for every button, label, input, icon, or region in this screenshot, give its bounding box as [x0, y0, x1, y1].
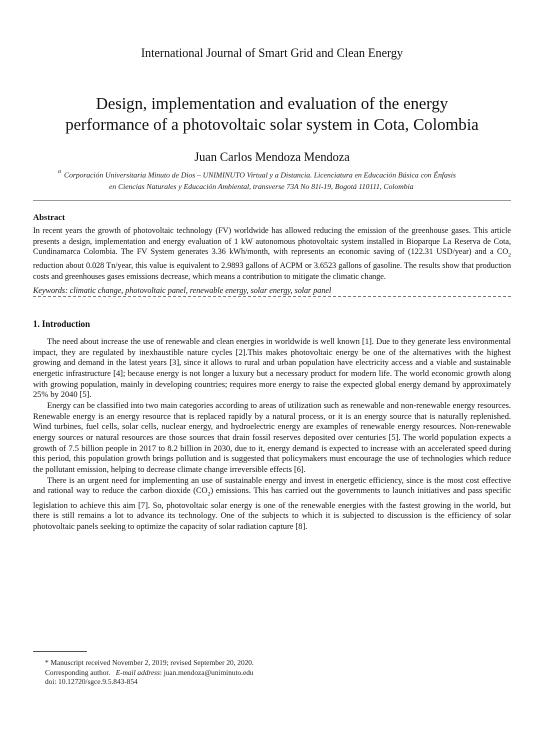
footnote-corresponding-prefix: Corresponding author. — [45, 667, 111, 677]
introduction-body — [33, 337, 511, 532]
header-divider — [33, 200, 511, 201]
abstract-text-part-2: reduction about 0.028 Tn/year, this value is equivalent to 2.9893 gallons of ACPM or 3.6523 gallons of gasoline. The results show that production costs and greenhouses gases emissions decrease, which means a contribution to mitigate the climatic change. — [33, 261, 511, 281]
footnote-manuscript: * Manuscript received November 2, 2019; revised September 20, 2020. — [45, 658, 254, 667]
paragraph-3-part-1: There is an urgent need for implementing an use of sustainable energy and invest in energetic efficiency, since is the most cost effective and rational way to reduce the carbon dioxide (CO — [33, 475, 511, 496]
title-line-2: performance of a photovoltaic solar system in Cota, Colombia — [65, 115, 479, 134]
abstract-text — [33, 226, 511, 283]
paragraph-3 — [33, 476, 511, 533]
paper-title — [40, 93, 504, 135]
author-name: Juan Carlos Mendoza Mendoza — [194, 150, 350, 164]
paragraph-2: Energy can be classified into two main categories according to areas of utilization such as renewable and non-renewable energy resources. Renewable energy is an energy resource that is replaced rapidly by a natural process, or it is an energy source that is naturally replenished. Wind turbines, fuel cells, solar cells, nuclear energy, and hydroelectric energy are examples of renewable energy resources. Non-renewable energy sources or natural resources are those sources that drain fossil reserves deposited over centuries [5]. The world population expects a growth of 7.5 billion people in 2017 to 8.2 billion in 2030, due to it, energy demand is expected to increase with an accelerated speed during this period, this population growth brings pollution and is suggested that policymakers must encourage the use of technologies which reduce the pollutant emission, helping to decrease climate change irreversible effects [6]. — [33, 400, 511, 474]
paragraph-1: The need about increase the use of renewable and clean energies in worldwide is well known [1]. Due to they generate less environmental impact, they are regulated by inexhaustible nature cycles [2].This makes photovoltaic energy be one of the alternatives with the highest growing and demand in the latest years [3], since it allows to rural and urban population have electricity access and a viable and sustainable energetic infrastructure [4]; because energy is not longer a luxury but a necessary product for modern life. The world economic growth along with growing population, mainly in developing countries; requires more energy to raise the expected global energy demand by approximately 25% by 2040 [5]. — [33, 337, 511, 400]
affiliation — [58, 168, 498, 192]
section-heading-introduction: 1. Introduction — [33, 319, 91, 329]
footnote-email-label: E-mail address — [115, 667, 160, 677]
keywords-divider — [33, 296, 511, 297]
footnote-doi: doi: 10.12720/sgce.9.5.843-854 — [45, 677, 138, 687]
footnote-email-value: : juan.mendoza@uniminuto.edu — [159, 667, 254, 677]
affiliation-line-1: Corporación Universitaria Minuto de Dios – UNIMINUTO Virtual y a Distancia. Licenciatura en Educación Básica con Énfasis — [64, 170, 456, 180]
journal-name: International Journal of Smart Grid and Clean Energy — [140, 46, 404, 60]
keywords: Keywords: climatic change, photovoltaic panel, renewable energy, solar energy, solar panel — [33, 286, 332, 295]
footnote — [45, 658, 505, 687]
paragraph-3-part-2: ) emissions. This has carried out the governments to launch initiatives and pass specific legislation to achieve this aim [7]. So, photovoltaic solar energy is one of the renewable energies with the fastest growing in the world, but there is still remains a lot to advance its technology. One of the subjects to which it is subjected to discussion is the efficiency of solar photovoltaic panels seeking to optimize the capacity of solar radiation capture [8]. — [33, 486, 512, 531]
footnote-rule — [33, 651, 87, 652]
title-line-1: Design, implementation and evaluation of the energy — [95, 94, 449, 113]
abstract-subscript: 2 — [508, 252, 511, 259]
affiliation-marker: a — [58, 169, 61, 175]
abstract-text-part-1: In recent years the growth of photovoltaic technology (FV) worldwide has allowed reducing the emission of the greenhouse gases. This article presents a design, implementation and energy evaluation of 1 kW autonomous photovoltaic system installed in Bioparque La Reserva de Cota, Cundinamarca Colombia. The FV System generates 3.36 kWh/month, with represents an economic saving of (122.31 USD/year) and a CO — [33, 226, 511, 257]
affiliation-line-2: en Ciencias Naturales y Educación Ambiental, transverse 73A No 81i-19, Bogotá 110111, Colombia — [109, 181, 414, 191]
paragraph-3-subscript: 2 — [207, 491, 211, 498]
footnote-corresponding — [45, 668, 505, 678]
abstract-heading: Abstract — [33, 212, 65, 222]
